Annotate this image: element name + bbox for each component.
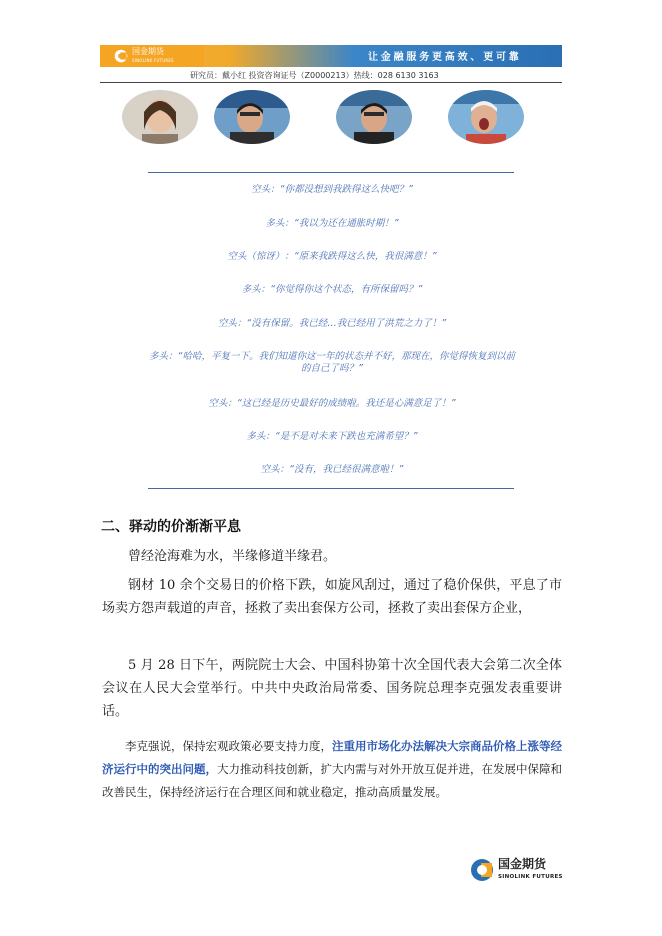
- portrait-image-1: [122, 90, 198, 144]
- dialogue-line-3: 空头（惊讶）：“原来我跌得这么快，我很满意！”: [227, 251, 437, 262]
- paragraph-4: [102, 735, 562, 804]
- header-logo: [100, 45, 204, 67]
- dialogue-line-8: 多头：“是不是对未来下跌也充满希望？”: [246, 431, 418, 442]
- footer-logo-name: 国金期货: [498, 856, 547, 871]
- header-divider: [100, 82, 562, 83]
- paragraph-3: 5 月 28 日下午，两院院士大会、中国科协第十次全国代表大会第二次全体会议在人民大会堂举行。中共中央政治局常委、国务院总理李克强发表重要讲话。: [102, 658, 562, 719]
- paragraph-4-start: 李克强说，保持宏观政策必要支持力度，: [125, 739, 332, 753]
- dialogue-line-5: 空头：“没有保留。我已经…我已经用了洪荒之力了！”: [217, 318, 447, 329]
- paragraph-4-end: 大力推动科技创新，扩大内需与对外开放互促并进，在发展中保障和改善民生，保持经济运行在合理区间和就业稳定，推动高质量发展。: [102, 762, 562, 799]
- portrait-image-3: [336, 90, 412, 144]
- dialogue-line-4: 多头：“你觉得你这个状态，有所保留吗？”: [241, 284, 423, 295]
- portrait-image-4: [448, 90, 524, 144]
- header-logo-text: [132, 48, 174, 65]
- header-logo-name: 国金期货: [132, 46, 164, 56]
- footer-logo: [470, 858, 564, 882]
- paragraph-1: 曾经沧海难为水，半缘修道半缘君。: [128, 549, 337, 564]
- footer-logo-sub: SINOLINK FUTURES: [498, 873, 563, 880]
- header-slogan: 让金融服务更高效、更可靠: [368, 52, 522, 63]
- footer-logo-text: [498, 858, 563, 883]
- dialogue-line-6: 多头：“哈哈，平复一下。我们知道你这一年的状态并不好，那现在，你觉得恢复到以前的自己了吗？”: [149, 351, 515, 374]
- portrait-image-2: [214, 90, 290, 144]
- dialogue-line-7: 空头：“这已经是历史最好的成绩啦。我还是心满意足了！”: [208, 398, 456, 409]
- paragraph-4-highlight: 注重用市场化办法解决大宗商品价格上涨等经济运行中的突出问题，: [102, 739, 562, 776]
- dialogue-line-9: 空头：“没有，我已经很满意啦！”: [260, 464, 404, 475]
- dialogue-top-rule: [148, 172, 514, 173]
- dialogue-bottom-rule: [148, 488, 514, 489]
- dialogue-line-2: 多头：“我以为还在通胀时期！”: [265, 218, 399, 229]
- dialogue-line-1: 空头：“你都没想到我跌得这么快吧？”: [251, 184, 413, 195]
- company-logo-icon: [114, 49, 128, 63]
- paragraph-2: 钢材 10 余个交易日的价格下跌，如旋风刮过，通过了稳价保供，平息了市场卖方怨声载道的声音，拯救了卖出套保方公司，拯救了卖出套保方企业，: [102, 578, 562, 616]
- section-heading: 二、驿动的价渐渐平息: [101, 519, 241, 535]
- footer-logo-icon: [470, 858, 494, 882]
- header-logo-sub: SINOLINK FUTURES: [132, 57, 174, 63]
- researcher-contact: 研究员：戴小红 投资咨询证号（Z0000213）热线：028 6130 3163: [190, 71, 439, 80]
